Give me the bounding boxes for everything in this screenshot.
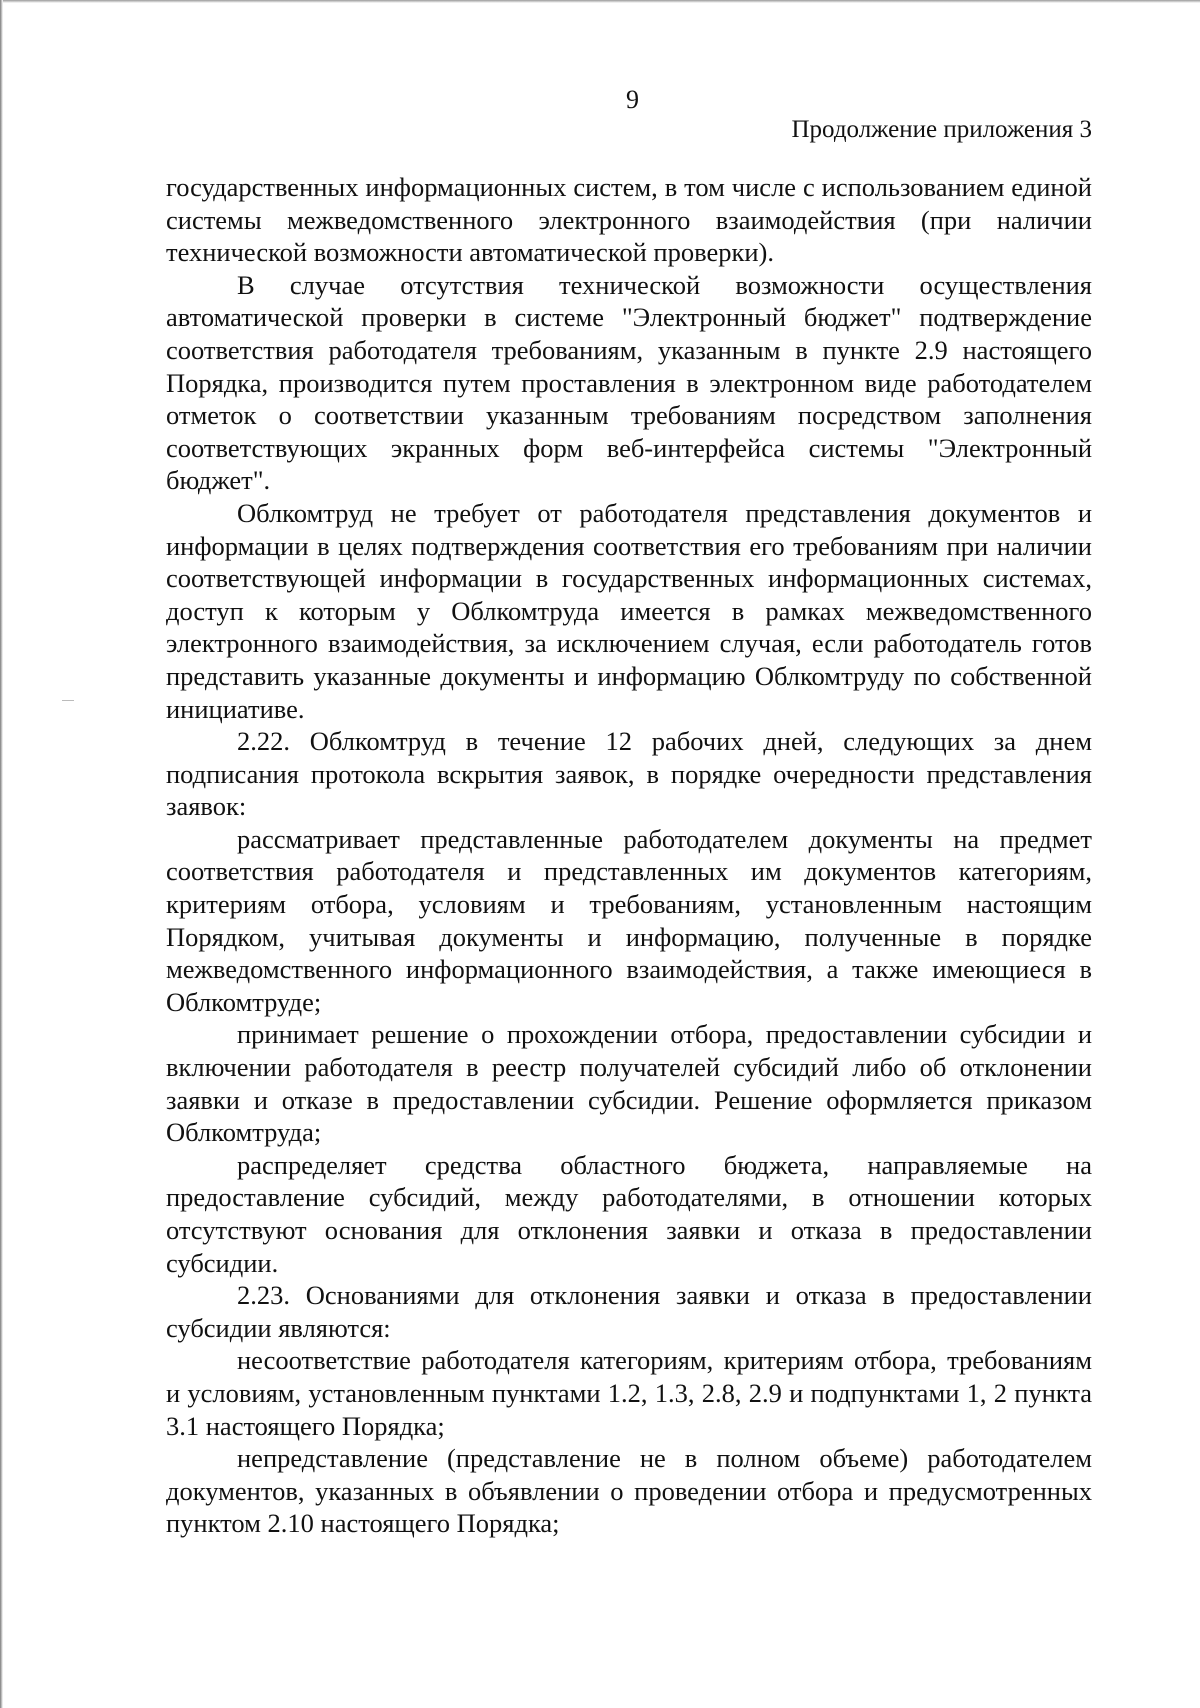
paragraph-2-23: 2.23. Основаниями для отклонения заявки и отказа в предоставлении субсидии являются: <box>166 1280 1092 1343</box>
scan-mark <box>62 700 74 701</box>
scan-edge-left <box>0 0 3 1708</box>
scan-edge-top <box>0 0 1200 3</box>
paragraph-nonconformity: несоответствие работодателя категориям, критериям отбора, требованиям и условиям, установленным пунктами 1.2, 1.3, 2.8, 2.9 и подпунктами 1, 2 пункта 3.1 настоящего Порядка; <box>166 1345 1092 1441</box>
paragraph-nonsubmission: непредставление (представление не в полном объеме) работодателем документов, указанных в объявлении о проведении отбора и предусмотренных пунктом 2.10 настоящего Порядка; <box>166 1443 1092 1539</box>
paragraph-no-documents-required: Облкомтруд не требует от работодателя представления документов и информации в целях подтверждения соответствия его требованиям при наличии соответствующей информации в государственных информационных системах, доступ к которым у Облкомтруда имеется в рамках межведомственного электронного взаимодействия, за исключением случая, если работодатель готов представить указанные документы и информацию Облкомтруду по собственной инициативе. <box>166 497 1092 724</box>
paragraph-2-22: 2.22. Облкомтруд в течение 12 рабочих дней, следующих за днем подписания протокола вскрытия заявок, в порядке очередности представления заявок: <box>166 726 1092 822</box>
paragraph-reviews-documents: рассматривает представленные работодателем документы на предмет соответствия работодателя и представленных им документов категориям, критериям отбора, условиям и требованиям, установленным настоящим Порядком, учитывая документы и информацию, полученные в порядке межведомственного информационного взаимодействия, а также имеющиеся в Облкомтруде; <box>166 823 1092 1017</box>
paragraph-manual-check: В случае отсутствия технической возможности осуществления автоматической проверки в системе "Электронный бюджет" подтверждение соответствия работодателя требованиям, указанным в пункте 2.9 настоящего Порядка, производится путем проставления в электронном виде работодателем отметок о соответствии указанным требованиям посредством заполнения соответствующих экранных форм веб-интерфейса системы "Электронный бюджет". <box>166 269 1092 496</box>
paragraph-makes-decision: принимает решение о прохождении отбора, предоставлении субсидии и включении работодателя в реестр получателей субсидий либо об отклонении заявки и отказе в предоставлении субсидии. Решение оформляется приказом Облкомтруда; <box>166 1019 1092 1148</box>
document-body <box>166 171 1092 1540</box>
page-number: 9 <box>626 85 639 114</box>
appendix-note: Продолжение приложения 3 <box>791 116 1092 143</box>
paragraph-continuation: государственных информационных систем, в том числе с использованием единой системы межведомственного электронного взаимодействия (при наличии технической возможности автоматической проверки). <box>166 172 1092 268</box>
paragraph-distributes-funds: распределяет средства областного бюджета, направляемые на предоставление субсидий, между работодателями, в отношении которых отсутствуют основания для отклонения заявки и отказа в предоставлении субсидии. <box>166 1149 1092 1278</box>
